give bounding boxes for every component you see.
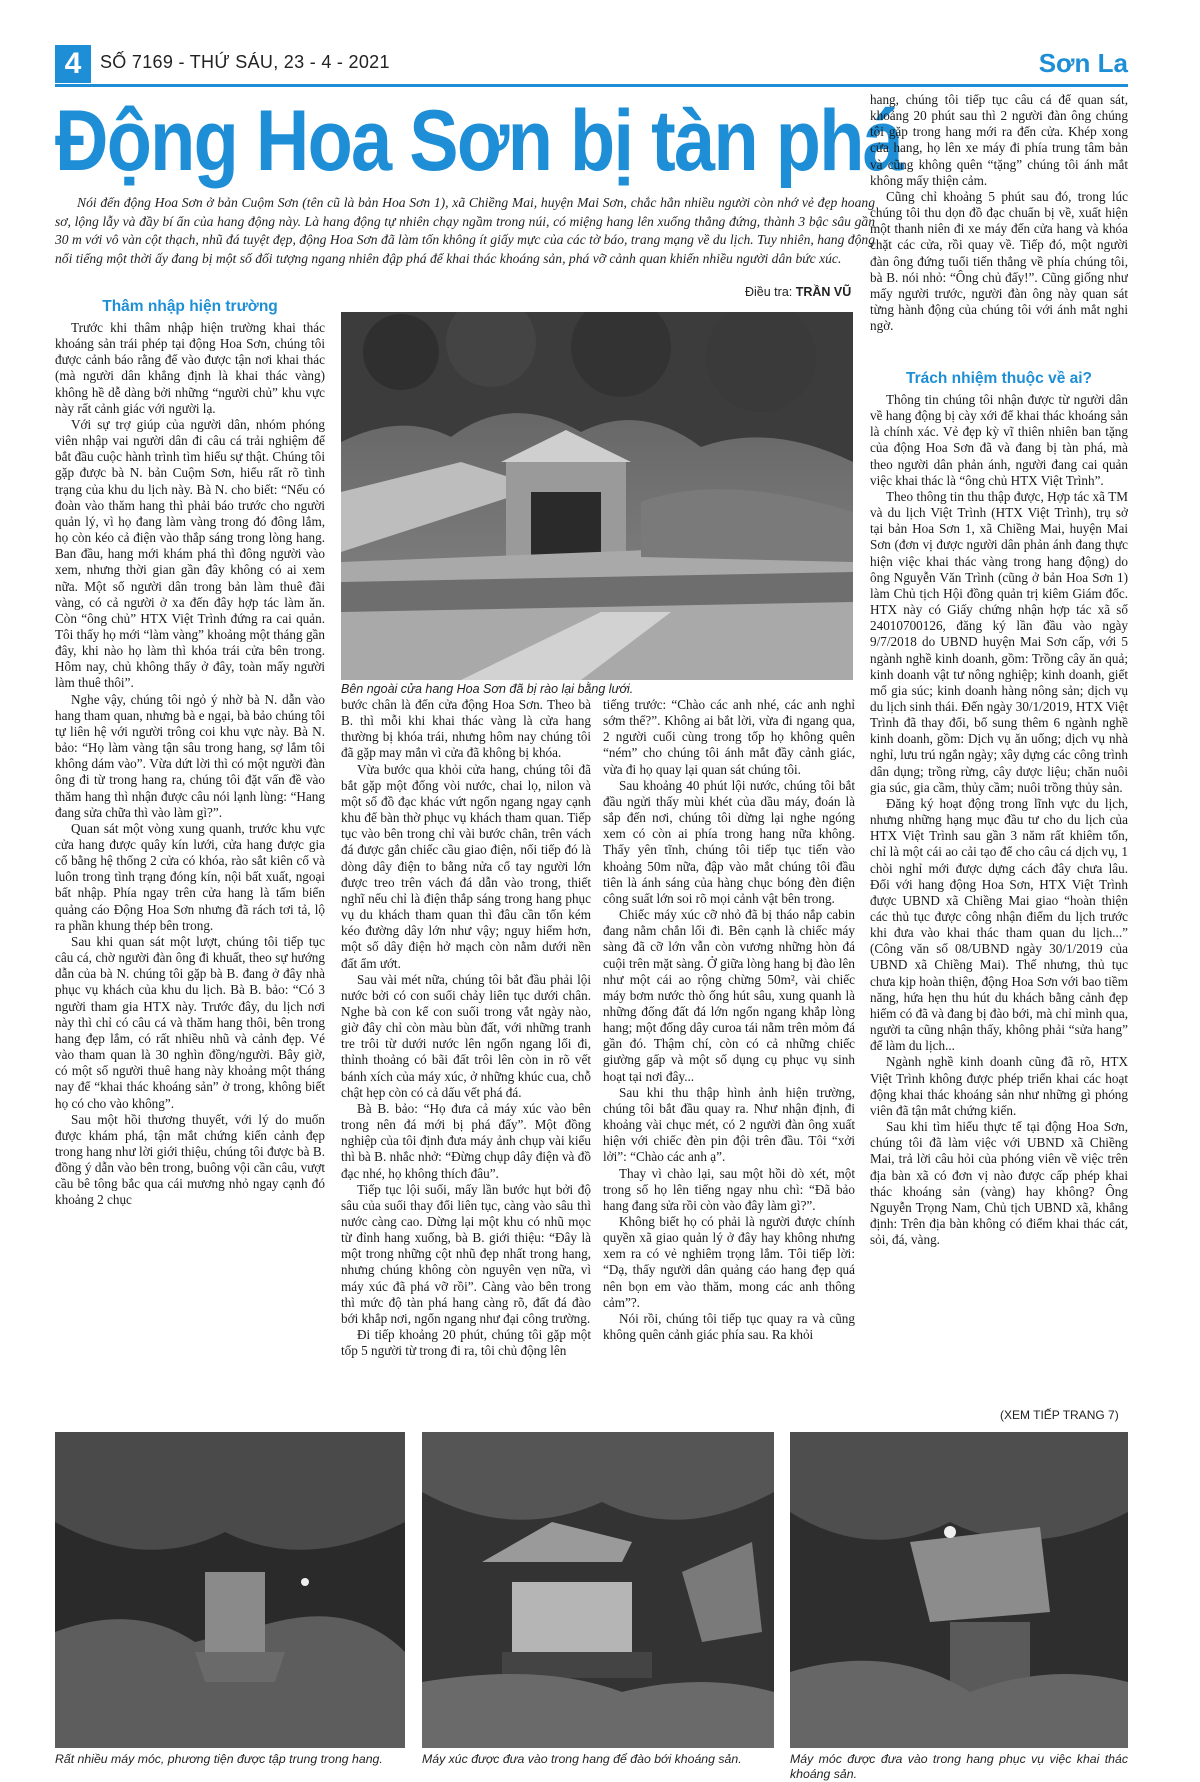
subhead-scene: Thâm nhập hiện trường [102,298,278,315]
paragraph: Nghe vậy, chúng tôi ngỏ ý nhờ bà N. dẫn vào hang tham quan, nhưng bà e ngại, bà bảo chúng tôi tự liên hệ với người trông coi khu vực này. Bà N. bảo: “Họ làm vàng tận sâu trong hang, sợ lắm tôi không dám vào”. Vừa dứt lời thì có một người đàn ông đi từ trong hang ra, chúng tôi đặt vấn đề vào thăm hang thì nhận được câu nói lạnh lùng: “Hang đang sửa chữa thì vào làm gì?”. [55,691,325,820]
column-1 [55,320,325,1402]
byline [745,285,851,299]
header-rule [55,84,1128,87]
main-photo-caption: Bên ngoài cửa hang Hoa Sơn đã bị rào lại bằng lưới. [341,682,634,696]
paragraph: bước chân là đến cửa động Hoa Sơn. Theo bà B. thì mỗi khi khai thác vàng là cửa hang thường bị khóa trái, nhưng hôm nay chúng tôi đã gặp may mắn vì cửa đã không bị khóa. [341,697,591,761]
excavator-photo [422,1432,774,1748]
lead-paragraph: Nói đến động Hoa Sơn ở bản Cuộm Sơn (tên cũ là bản Hoa Sơn 1), xã Chiềng Mai, huyện Mai Sơn, chắc hẳn nhiều người còn nhớ vẻ đẹp hoang sơ, lộng lẫy và đầy bí ẩn của hang động này. Là hang động tự nhiên chạy ngầm trong núi, có miệng hang lên xuống thẳng đứng, thành 3 bậc sâu gần 30 m với vô vàn cột thạch, nhũ đá tuyệt đẹp, động Hoa Sơn đã làm tốn không ít giấy mực của các tờ báo, trang mạng về du lịch. Tuy nhiên, hang động nổi tiếng một thời ấy đang bị một số đối tượng ngang nhiên đập phá để khai thác khoáng sản, phá vỡ cảnh quan khiến nhiều người dân bức xúc. [55,195,875,266]
paragraph: hang, chúng tôi tiếp tục câu cá để quan sát, khoảng 20 phút sau thì 2 người đàn ông chúng tôi gặp trong hang mới ra đến cửa. Khép xong cửa hang, họ lên xe máy đi phía trung tâm bản và cũng không quên “tặng” chúng tôi ánh mắt không mấy thiện cảm. [870,92,1128,188]
paragraph: Cũng chỉ khoảng 5 phút sau đó, trong lúc chúng tôi thu dọn đồ đạc chuẩn bị về, xuất hiện một thanh niên đi xe máy đến cửa hang và khóa chặt các cửa, rồi quay về. Tiếp đó, một người đàn ông đứng tuổi tiến thẳng về phía chúng tôi, bà B. nói nhỏ: “Ông chủ đấy!”. Cũng giống như mấy người trước, người đàn ông này quan sát từng hành động của chúng tôi với ánh mắt nghi ngờ. [870,188,1128,334]
mining-equipment-photo [790,1432,1128,1748]
paragraph: Sau khi tìm hiểu thực tế tại động Hoa Sơn, chúng tôi đã làm việc với UBND xã Chiềng Mai, trả lời câu hỏi của phóng viên về việc trên địa bàn xã có đơn vị nào được cấp phép khai thác khoáng sản (vàng) hay không? Ông Nguyễn Trọng Nam, Chủ tịch UBND xã, khẳng định: Trên địa bàn không có điểm khai thác cát, sỏi, đá, vàng. [870,1119,1128,1248]
paragraph: Tiếp tục lội suối, mấy lần bước hụt bởi độ sâu của suối thay đổi liên tục, càng vào sâu thì nước càng cao. Dừng lại một khu có nhũ mọc từ đỉnh hang xuống, bà B. giới thiệu: “Đây là một trong những cột nhũ đẹp nhất trong hang, nhưng chúng không còn nguyên vẹn nữa, vì máy xúc đã phá vỡ rồi”. Càng vào bên trong thì mức độ tàn phá hang càng rõ, đất đá đào bới khắp nơi, ngổn ngang như đại công trường. [341,1181,591,1326]
byline-prefix: Điều tra: [745,285,793,299]
paragraph: Đăng ký hoạt động trong lĩnh vực du lịch, nhưng những hạng mục đầu tư cho du lịch của HTX Việt Trình sau gần 3 năm rất khiêm tốn, chỉ là một cái ao cải tạo để cho câu cá dịch vụ, 1 chòi nghỉ mới được dựng cách đây chưa lâu. Đối với hang động Hoa Sơn, HTX Việt Trình được UBND xã Chiềng Mai giao “hoàn thiện các thủ tục được công nhận điểm du lịch trước khi đưa vào khai thác tham quan du lịch...” (Công văn số 08/UBND ngày 30/1/2019 của UBND xã Chiềng Mai). Thế nhưng, thủ tục chưa kịp hoàn thiện, động Hoa Sơn với bao tiềm năng, hứa hẹn thu hút du khách bằng cảnh đẹp hiếm có đã và đang bị đào bới, mà chỉ mình qua, người ta cũng nhận thấy, không phải “sửa hang” để làm du lịch... [870,795,1128,1054]
section-name: Sơn La [1038,48,1128,78]
paragraph: Thông tin chúng tôi nhận được từ người dân về hang động bị cày xới để khai thác khoáng sản là chính xác. Vẻ đẹp kỳ vĩ thiên nhiên ban tặng của động Hoa Sơn đã và đang bị tàn phá, mà theo người dân phản ánh, người đang cai quản việc khai thác là “ông chủ HTX Việt Trình”. [870,392,1128,488]
paragraph: Đi tiếp khoảng 20 phút, chúng tôi gặp một tốp 5 người từ trong đi ra, tôi chủ động lên [341,1327,591,1359]
cave-entrance-photo [341,312,853,680]
paragraph: Sau khi quan sát một lượt, chúng tôi tiếp tục câu cá, chờ người đàn ông đi khuất, theo sự hướng dẫn của bà N. chúng tôi gặp bà B. đang ở đây nhà phục vụ khách của khu du lịch. Bà B. bảo: “Có 3 người tham gia HTX này. Trước đây, du lịch nơi này thì chỉ có câu cá và thăm hang thôi, bên trong hang đẹp lắm, có rất nhiều nhũ và cảnh đẹp. Vé vào tham quan là 30 nghìn đồng/người. Bây giờ, có một số người thuê hang này khoảng một tháng nay để “khai thác khoáng sản” ở trong, không biết họ có cho vào không”. [55,933,325,1111]
paragraph: Sau vài mét nữa, chúng tôi bắt đầu phải lội nước bởi có con suối chảy liên tục dưới chân. Nghe bà con kể con suối trong vắt ngày nào, giờ đây chỉ còn màu bùn đất, với những tranh tre trôi từ dưới nước lên ngổn ngang lối đi, thỉnh thoảng có bãi đất trôi lên còn in rõ vết bánh xích của máy xúc, ở những khúc cua, chỗ chật hẹp còn có cả dấu vết phá đá. [341,971,591,1100]
paragraph: Chiếc máy xúc cỡ nhỏ đã bị tháo nắp cabin đang nằm chắn lối đi. Bên cạnh là chiếc máy sàng đã cỡ lớn vẫn còn vương những hòn đá cuội trên mặt sàng. Ở giữa lòng hang bị đào lên như một cái ao rộng chừng 50m², vài chiếc máy bơm nước thò ống hút sâu, xung quanh là những đống đất đá lớn ngổn ngang khắp lòng hang; một đống dây curoa tái nằm trên mỏm đá gần đó. Thậm chí, còn có cả những chiếc giường gấp và một số dụng cụ phục vụ sinh hoạt tại nơi đây... [603,907,855,1084]
paragraph: Vừa bước qua khỏi cửa hang, chúng tôi đã bắt gặp một đống vòi nước, chai lọ, nilon và một số đồ đạc khác vứt ngổn ngang ngay cạnh khu để bàn thờ phục vụ khách tham quan. Tiếp tục vào bên trong chỉ vài bước chân, trên vách đá được gắn chiếc cầu giao điện, nối tiếp đó là dòng dây điện to bằng nửa cổ tay người lớn được treo trên vách đá dẫn vào trong, thiết nghĩ nếu chỉ là điện thắp sáng trong hang phục vụ du khách tham quan thì đâu cần tốn kém kéo đường dây lớn như vậy; nguy hiểm hơn, một số dây điện hở mạch còn nằm dưới nền đất ẩm ướt. [341,761,591,971]
paragraph: tiếng trước: “Chào các anh nhé, các anh nghỉ sớm thế?”. Không ai bắt lời, vừa đi ngang qua, 2 người cuối cùng trong tốp họ không quên “ném” cho chúng tôi ánh mắt đầy cảnh giác, vừa đi họ quay lại quan sát chúng tôi. [603,697,855,777]
paragraph: Nói rồi, chúng tôi tiếp tục quay ra và cũng không quên cảnh giác phía sau. Ra khỏi [603,1310,855,1343]
photo-caption-excavator: Máy xúc được đưa vào trong hang để đào bới khoáng sản. [422,1752,742,1766]
paragraph: Với sự trợ giúp của người dân, nhóm phóng viên nhập vai người dân đi câu cá trải nghiệm để bắt đầu cuộc hành trình tìm hiểu sự thật. Chúng tôi gặp được bà N. bản Cuộm Sơn, hiểu rất rõ tình trạng của khu du lịch này. Bà N. cho biết: “Nếu có đoàn vào thăm hang thì phải báo trước cho người quản lý, vì họ đang làm vàng trong đó đông lắm, họ còn kéo cả điện vào thắp sáng trong lòng hang. Ban đầu, hang mới khám phá thì đông người vào xem, nhưng thời gian gần đây không có ai xem nữa. Một số người dân trong bản làm thuê đãi vàng, có cả người ở xa đến đây hợp tác làm ăn. Còn “ông chủ” HTX Việt Trình đứng ra cai quản. Tôi thấy họ mới “làm vàng” khoảng một tháng gần đây, khi nào họ làm thì khóa trái cửa bên trong. Hôm nay, chủ không thấy ở đây, toàn mấy người làm thuê thôi”. [55,416,325,691]
paragraph: Theo thông tin thu thập được, Hợp tác xã TM và du lịch Việt Trình (HTX Việt Trình), trụ sở tại bản Hoa Sơn 1, xã Chiềng Mai, huyện Mai Sơn (đơn vị được người dân phản ánh đang thực hiện việc khai thác vàng trong hang động) do ông Nguyễn Văn Trình (cũng ở bản Hoa Sơn 1) làm Chủ tịch Hội đồng quản trị kiêm Giám đốc. HTX này có Giấy chứng nhận hợp tác xã số 24010700126, đăng ký lần đầu vào ngày 9/7/2018 do UBND huyện Mai Sơn cấp, với 5 ngành nghề kinh doanh, gồm: Trồng cây ăn quả; kinh doanh vật tư nông nghiệp; kinh doanh, giết mổ gia súc; kinh doanh hàng nông sản; dịch vụ du lịch sinh thái. Đến ngày 30/1/2019, HTX Việt Trình đã thay đổi, bổ sung thêm 6 ngành nghề kinh doanh, gồm: Dịch vụ ăn uống; dịch vụ nhà nghỉ, lưu trú ngắn ngày; xây dựng các công trình dân dụng; trồng rừng, cây dược liệu; chăn nuôi gia súc, gia cầm, thủy cầm; nuôi trồng thủy sản. [870,488,1128,795]
photo-caption-equipment: Máy móc được đưa vào trong hang phục vụ việc khai thác khoáng sản. [790,1752,1128,1781]
page-number: 4 [55,45,91,83]
headline: Động Hoa Sơn bị tàn phá [55,93,903,189]
subhead-responsibility: Trách nhiệm thuộc về ai? [905,370,1093,387]
continued-note: (XEM TIẾP TRANG 7) [1000,1408,1119,1422]
paragraph: Ngành nghề kinh doanh cũng đã rõ, HTX Việt Trình không được phép triển khai các hoạt động khai thác khoáng sản như những gì phóng viên đã tận mắt chứng kiến. [870,1054,1128,1118]
paragraph: Không biết họ có phải là người được chính quyền xã giao quản lý ở đây hay không nhưng xem ra có vẻ nghiêm trọng lắm. Tôi tiếp lời: “Dạ, thấy người dân quảng cáo hang đẹp quá nên bọn em vào thăm, mong các anh thông cảm”?. [603,1214,855,1310]
column-4-top [870,92,1128,367]
column-3 [603,697,855,1402]
paragraph: Sau khi thu thập hình ảnh hiện trường, chúng tôi bắt đầu quay ra. Như nhận định, đi khoảng vài chục mét, có 2 người đàn ông xuất hiện với chiếc đèn pin đội trên đầu. Tôi “xởi lởi”: “Chào các anh ạ”. [603,1084,855,1165]
paragraph: Thay vì chào lại, sau một hồi dò xét, một trong số họ lên tiếng ngay nhu chì: “Đã bảo hang đang sửa rồi còn vào đây làm gì?”. [603,1165,855,1213]
paragraph: Sau một hồi thương thuyết, với lý do muốn được khám phá, tận mắt chứng kiến cảnh đẹp trong hang như lời giới thiệu, chúng tôi được bà B. đồng ý dẫn vào bên trong, buông vội cần câu, vượt cầu bê tông bắc qua cái mương nhỏ ngay cạnh đó khoảng 2 chục [55,1111,325,1208]
photo-caption-machinery: Rất nhiều máy móc, phương tiện được tập trung trong hang. [55,1752,383,1766]
paragraph: Sau khoảng 40 phút lội nước, chúng tôi bắt đầu ngửi thấy mùi khét của dầu máy, đoán là sắp đến nơi, chúng tôi dừng lại nghe ngóng xem có còn ai phía trong hang nữa không. Thấy yên tĩnh, chúng tôi tiếp tục tiến vào khoảng 50m nữa, đập vào mắt chúng tôi đầu tiên là ánh sáng của hàng chục bóng đèn điện công suất lớn soi rõ mọi cảnh vật bên trong. [603,777,855,906]
column-2 [341,697,591,1402]
paragraph: Bà B. bảo: “Họ đưa cả máy xúc vào bên trong nên đá mới bị phá đấy”. Một đồng nghiệp của tôi định đưa máy ảnh chụp vài kiểu thì bà B. nhắc nhở: “Đừng chụp dây điện và đồ đạc nhé, họ không thích đâu”. [341,1100,591,1181]
issue-date: SỐ 7169 - THỨ SÁU, 23 - 4 - 2021 [100,52,390,72]
machinery-photo [55,1432,405,1748]
column-4-bottom [870,392,1128,1394]
byline-author: TRẦN VŨ [795,285,852,299]
paragraph: Quan sát một vòng xung quanh, trước khu vực cửa hang được quây kín lưới, cửa hang được gia cố bằng hệ thống 2 cửa có khóa, rào sắt kiên cố và luôn trong tình trạng đóng kín, nội bất xuất, ngoại bất nhập. Phía ngay trên cửa hang là tấm biển quảng cáo Động Hoa Sơn nhưng đã rách tơi tả, lộ ra phần khung thép bên trong. [55,820,325,933]
paragraph: Trước khi thâm nhập hiện trường khai thác khoáng sản trái phép tại động Hoa Sơn, chúng tôi được cảnh báo rằng để vào được tận nơi khai thác (mà người dân khẳng định là khai thác vàng) không hề dễ dàng bởi những “người chủ” khu vực này rất cảnh giác với người lạ. [55,320,325,416]
